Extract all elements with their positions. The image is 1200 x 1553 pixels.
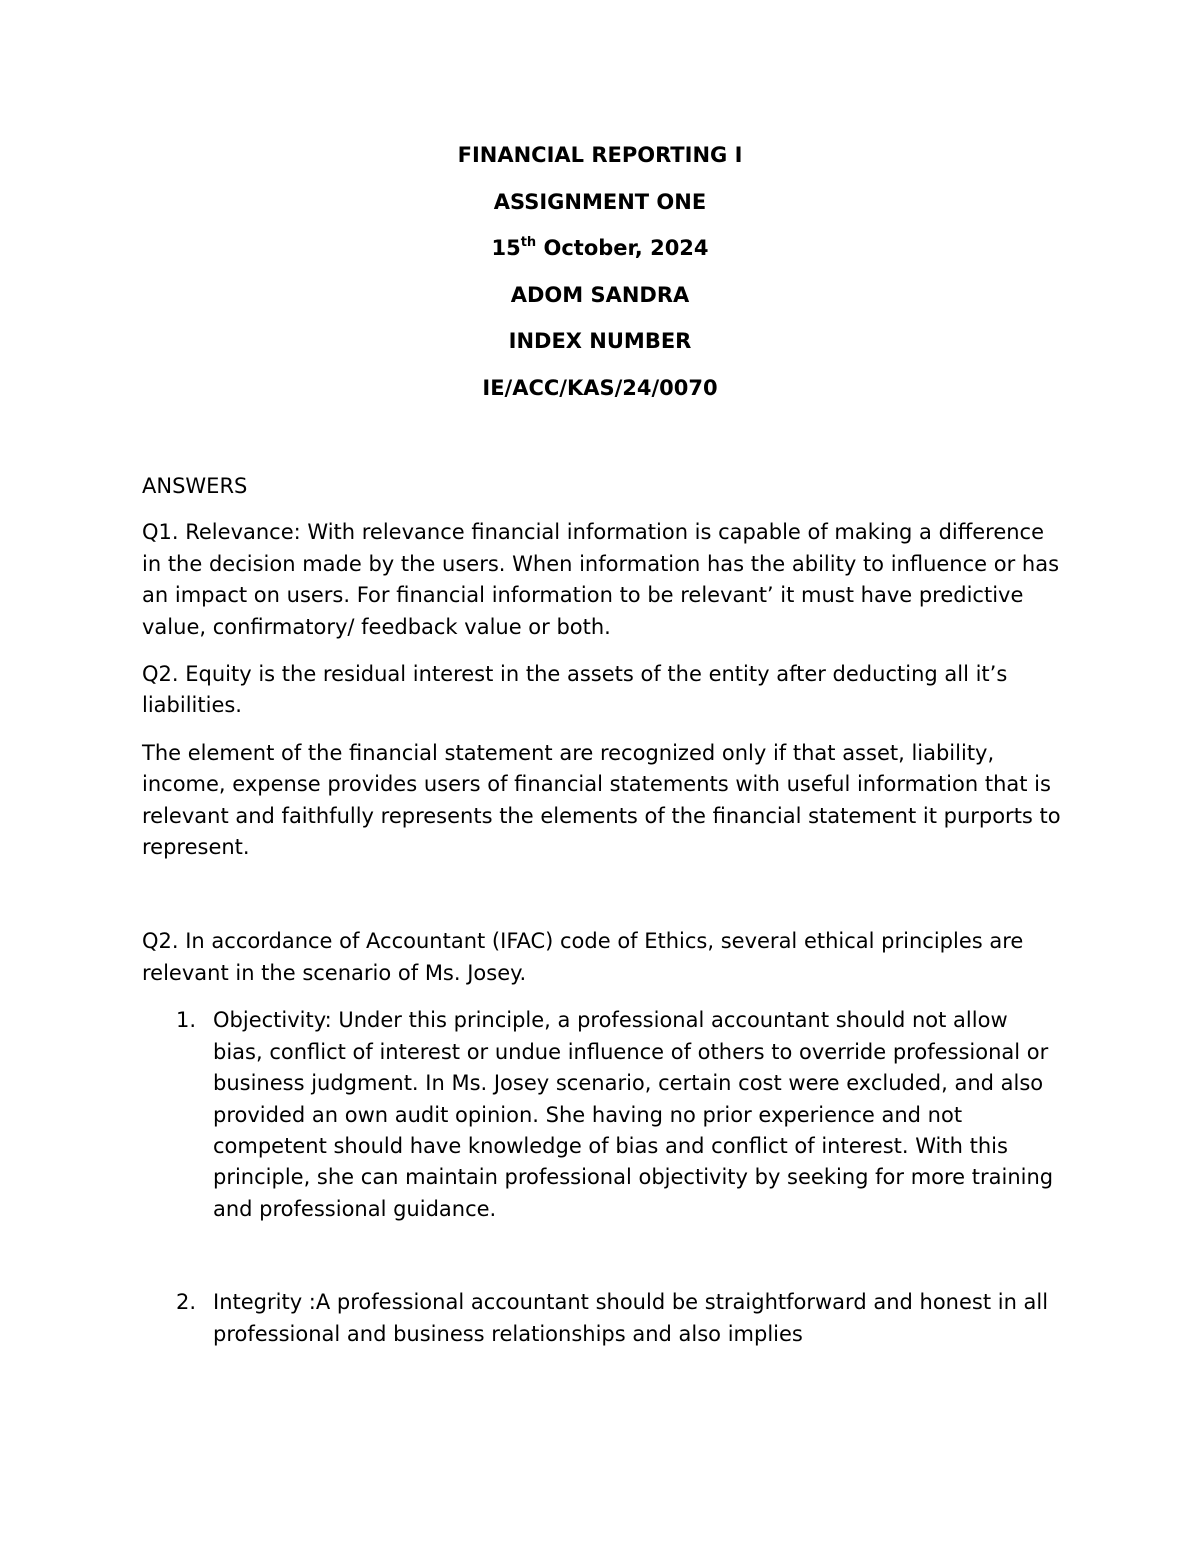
answers-heading: ANSWERS <box>142 474 248 498</box>
submission-date <box>0 233 1200 263</box>
list-number: 2. <box>176 1290 197 1315</box>
date-suffix: th <box>520 235 537 250</box>
course-title: FINANCIAL REPORTING I <box>457 143 743 167</box>
principle-text: Integrity :A professional accountant should be straightforward and honest in all professional and business relationships and also implies <box>213 1290 1049 1346</box>
principle-text: Objectivity: Under this principle, a professional accountant should not allow bias, conflict of interest or undue influence of others to override professional or business judgment. In Ms. Josey scenario, certain cost were excluded, and also provided an own audit opinion. She having no prior experience and not competent should have knowledge of bias and conflict of interest. With this principle, she can maintain professional objectivity by seeking for more training and professional guidance. <box>213 1008 1054 1221</box>
principle-item-integrity <box>142 1287 1062 1350</box>
index-label: INDEX NUMBER <box>508 329 692 353</box>
q1-relevance-paragraph: Q1. Relevance: With relevance financial information is capable of making a difference in the decision made by the users. When information has the ability to influence or has an impact on users. For financial information to be relevant’ it must have predictive value, confirmatory/ feedback value or both. <box>142 520 1060 639</box>
title-block <box>0 140 1200 419</box>
list-number: 1. <box>176 1008 197 1033</box>
assignment-title: ASSIGNMENT ONE <box>493 189 707 214</box>
date-day: 15 <box>491 236 521 260</box>
answers-body <box>142 471 1062 1366</box>
q2-equity-paragraph: Q2. Equity is the residual interest in the assets of the entity after deducting all it’s liabilities. <box>142 662 1008 718</box>
index-number: IE/ACC/KAS/24/0070 <box>482 375 718 400</box>
student-name: ADOM SANDRA <box>510 282 690 307</box>
recognition-paragraph: The element of the financial statement are recognized only if that asset, liability, income, expense provides users of financial statements with useful information that is relevant and faithfully represents the elements of the financial statement it purports to represent. <box>142 740 1061 860</box>
q2-ethics-intro-paragraph: Q2. In accordance of Accountant (IFAC) code of Ethics, several ethical principles are relevant in the scenario of Ms. Josey. <box>142 929 1024 985</box>
principle-item-objectivity <box>142 1005 1062 1225</box>
date-rest: October, 2024 <box>536 236 709 260</box>
